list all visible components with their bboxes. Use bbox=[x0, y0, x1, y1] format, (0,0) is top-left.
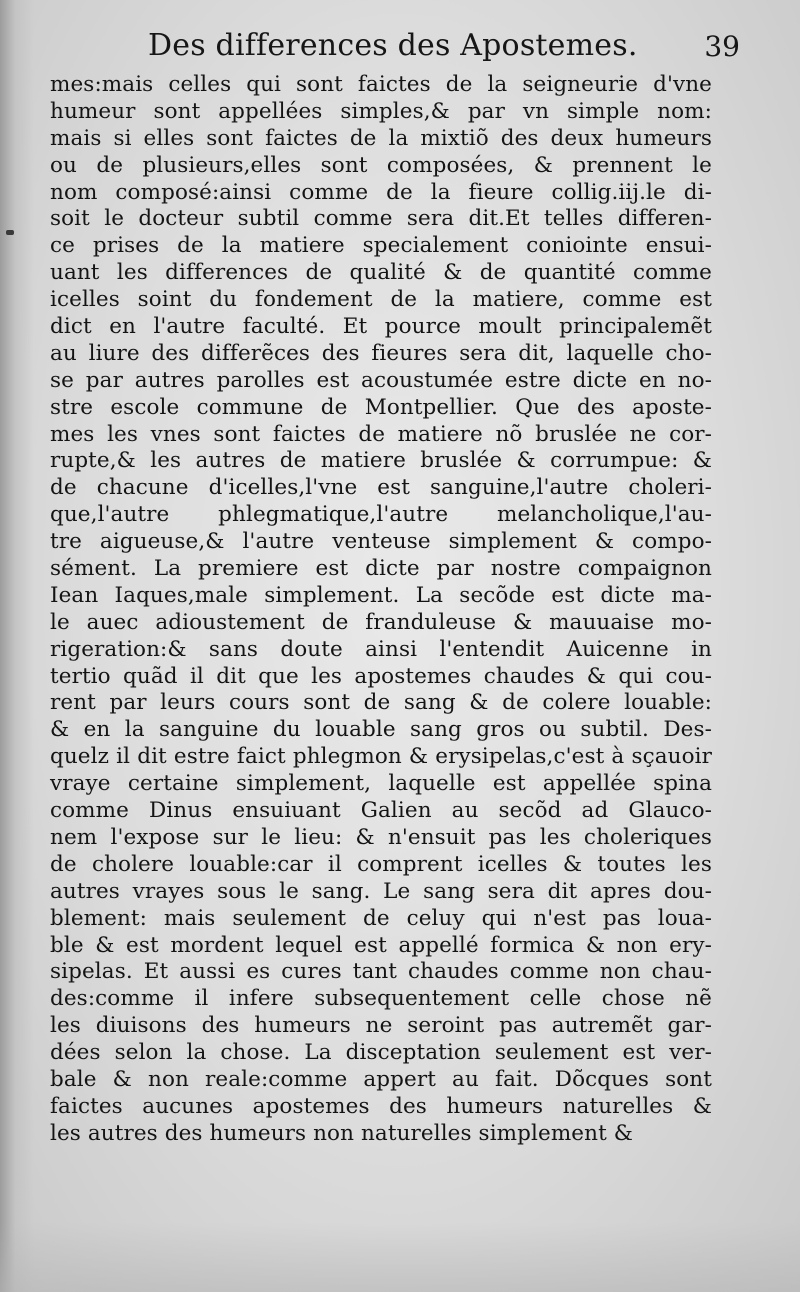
text-line: humeur sont appellées simples,& par vn simple nom: bbox=[50, 98, 712, 124]
text-line: mes:mais celles qui sont faictes de la seigneurie d'vne bbox=[50, 72, 712, 97]
text-line: rent par leurs cours sont de sang & de colere louable: bbox=[50, 690, 712, 716]
body-text bbox=[50, 72, 712, 1148]
text-line: tre aigueuse,& l'autre venteuse simplement & compo- bbox=[50, 529, 712, 555]
text-line: vraye certaine simplement, laquelle est appellée spina bbox=[50, 771, 712, 797]
page-number: 39 bbox=[704, 30, 740, 63]
text-line: uant les differences de qualité & de quantité comme bbox=[50, 260, 712, 286]
text-line: rupte,& les autres de matiere bruslée & corrumpue: & bbox=[50, 448, 712, 474]
page-header bbox=[40, 28, 740, 72]
text-line: tertio quãd il dit que les apostemes chaudes & qui cou- bbox=[50, 663, 712, 689]
text-line: bale & non reale:comme appert au fait. Dõcques sont bbox=[50, 1066, 712, 1092]
running-title: Des differences des Apostemes. bbox=[148, 28, 638, 63]
text-line: ble & est mordent lequel est appellé formica & non ery- bbox=[50, 932, 712, 958]
text-line: que,l'autre phlegmatique,l'autre melancholique,l'au- bbox=[50, 502, 712, 528]
text-line: blement: mais seulement de celuy qui n'est pas loua- bbox=[50, 905, 712, 931]
text-line: & en la sanguine du louable sang gros ou subtil. Des- bbox=[50, 717, 712, 743]
text-line: se par autres parolles est acoustumée estre dicte en no- bbox=[50, 367, 712, 393]
text-line: nom composé:ainsi comme de la fieure collig.iij.le di- bbox=[50, 179, 712, 205]
text-line: mais si elles sont faictes de la mixtiõ des deux humeurs bbox=[50, 125, 712, 151]
text-line: quelz il dit estre faict phlegmon & erysipelas,c'est à sçauoir bbox=[50, 744, 712, 770]
text-line: soit le docteur subtil comme sera dit.Et telles differen- bbox=[50, 206, 712, 232]
text-line: comme Dinus ensuiuant Galien au secõd ad Glauco- bbox=[50, 798, 712, 824]
text-line: ce prises de la matiere specialement coniointe ensui- bbox=[50, 233, 712, 259]
text-line: sément. La premiere est dicte par nostre compaignon bbox=[50, 556, 712, 582]
margin-ink-mark bbox=[6, 230, 14, 235]
text-line: les autres des humeurs non naturelles simplement & bbox=[50, 1120, 633, 1146]
text-line: Iean Iaques,male simplement. La secõde est dicte ma- bbox=[50, 582, 712, 608]
text-line: de cholere louable:car il comprent icelles & toutes les bbox=[50, 851, 712, 877]
text-line: icelles soint du fondement de la matiere, comme est bbox=[50, 287, 712, 313]
text-line: ou de plusieurs,elles sont composées, & prennent le bbox=[50, 152, 712, 178]
text-line: dict en l'autre faculté. Et pource moult principalemẽt bbox=[50, 314, 712, 340]
text-line: nem l'expose sur le lieu: & n'ensuit pas les choleriques bbox=[50, 824, 712, 850]
gutter-shadow bbox=[0, 0, 34, 1292]
text-line: de chacune d'icelles,l'vne est sanguine,l'autre choleri- bbox=[50, 475, 712, 501]
text-line: autres vrayes sous le sang. Le sang sera dit apres dou- bbox=[50, 878, 712, 904]
text-line: faictes aucunes apostemes des humeurs naturelles & bbox=[50, 1093, 712, 1119]
text-line: stre escole commune de Montpellier. Que des aposte- bbox=[50, 394, 712, 420]
text-line: les diuisons des humeurs ne seroint pas autremẽt gar- bbox=[50, 1013, 712, 1039]
text-line: dées selon la chose. La disceptation seulement est ver- bbox=[50, 1040, 712, 1066]
text-line: sipelas. Et aussi es cures tant chaudes comme non chau- bbox=[50, 959, 712, 985]
text-line: mes les vnes sont faictes de matiere nõ bruslée ne cor- bbox=[50, 421, 712, 447]
page-bottom-shadow bbox=[0, 1222, 800, 1292]
text-line: rigeration:& sans doute ainsi l'entendit Auicenne in bbox=[50, 636, 712, 662]
text-line: des:comme il infere subsequentement celle chose nẽ bbox=[50, 986, 712, 1012]
text-line: au liure des differẽces des fieures sera dit, laquelle cho- bbox=[50, 340, 712, 366]
text-line: le auec adioustement de franduleuse & mauuaise mo- bbox=[50, 609, 712, 635]
